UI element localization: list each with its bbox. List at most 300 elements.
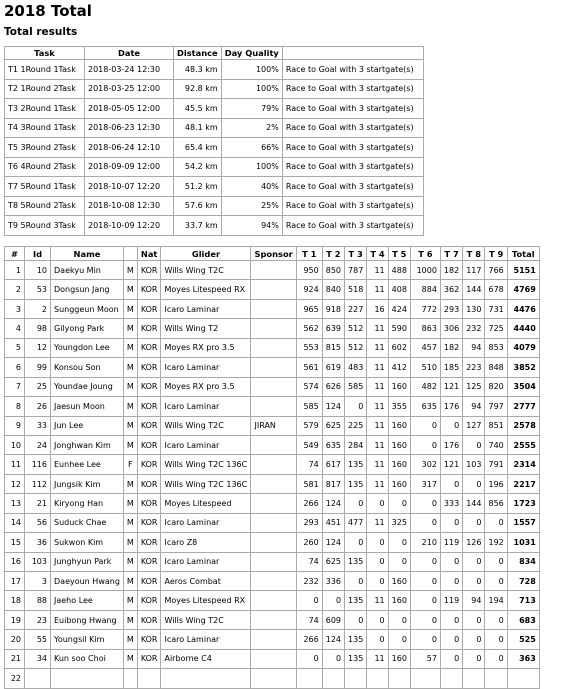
result-cell: 0 [440, 513, 462, 532]
result-cell [251, 397, 296, 416]
result-cell: 602 [388, 338, 410, 357]
result-cell: KOR [137, 610, 161, 629]
result-cell: 117 [463, 261, 485, 280]
result-cell: 1557 [507, 513, 539, 532]
result-cell: Moyes Litespeed RX [161, 280, 251, 299]
result-cell: 0 [296, 591, 322, 610]
result-cell: 4 [5, 319, 25, 338]
result-cell: M [123, 319, 137, 338]
task-cell: 92.8 km [174, 79, 222, 99]
result-cell: 0 [463, 649, 485, 668]
result-cell: 124 [322, 630, 344, 649]
result-cell: 787 [345, 261, 367, 280]
result-cell: 19 [5, 610, 25, 629]
result-cell: 561 [296, 358, 322, 377]
result-cell [251, 572, 296, 591]
result-cell: 227 [345, 299, 367, 318]
result-cell: Euibong Hwang [51, 610, 124, 629]
result-cell: 119 [440, 591, 462, 610]
result-cell: 518 [345, 280, 367, 299]
result-cell: 94 [463, 591, 485, 610]
result-cell: 14 [5, 513, 25, 532]
result-cell: 130 [463, 299, 485, 318]
result-cell: 791 [485, 455, 507, 474]
result-cell [251, 649, 296, 668]
task-cell: 2018-10-09 12:20 [85, 216, 174, 236]
table-row [5, 474, 540, 493]
results-header-cell: T 8 [463, 247, 485, 261]
result-cell [388, 669, 410, 688]
result-cell: 619 [322, 358, 344, 377]
tasks-header-cell: Distance [174, 47, 222, 60]
result-cell: 4476 [507, 299, 539, 318]
table-row [5, 455, 540, 474]
task-cell: 48.1 km [174, 118, 222, 138]
result-cell: 21 [5, 649, 25, 668]
result-cell: 232 [296, 572, 322, 591]
result-cell: 626 [322, 377, 344, 396]
task-cell: Race to Goal with 3 startgate(s) [282, 60, 423, 80]
result-cell: 135 [345, 591, 367, 610]
result-cell [137, 669, 161, 688]
result-cell: KOR [137, 533, 161, 552]
result-cell: 9 [5, 416, 25, 435]
table-row [5, 591, 540, 610]
result-cell: 11 [367, 649, 388, 668]
result-cell: 363 [507, 649, 539, 668]
task-cell: 2018-10-07 12:20 [85, 177, 174, 197]
result-cell: 306 [440, 319, 462, 338]
result-cell: M [123, 610, 137, 629]
result-cell [251, 435, 296, 454]
task-cell: 45.5 km [174, 99, 222, 119]
result-cell: Jun Lee [51, 416, 124, 435]
table-row [5, 630, 540, 649]
result-cell: 0 [440, 610, 462, 629]
table-row [5, 533, 540, 552]
result-cell: KOR [137, 591, 161, 610]
result-cell: Wills Wing T2C 136C [161, 455, 251, 474]
result-cell: 176 [440, 435, 462, 454]
result-cell: 562 [296, 319, 322, 338]
result-cell: KOR [137, 397, 161, 416]
result-cell [251, 610, 296, 629]
result-cell [251, 455, 296, 474]
result-cell: 333 [440, 494, 462, 513]
result-cell: 160 [388, 649, 410, 668]
result-cell: 11 [367, 416, 388, 435]
task-row [5, 60, 424, 80]
result-cell: 11 [367, 397, 388, 416]
task-cell: 100% [221, 79, 282, 99]
result-cell: Moyes RX pro 3.5 [161, 338, 251, 357]
result-cell: Kiryong Han [51, 494, 124, 513]
result-cell: 0 [410, 572, 440, 591]
task-cell: T9 5Round 3Task [5, 216, 85, 236]
result-cell: 6 [5, 358, 25, 377]
results-header-cell: T 9 [485, 247, 507, 261]
result-cell: 482 [410, 377, 440, 396]
result-cell: KOR [137, 494, 161, 513]
task-cell: 2018-06-24 12:10 [85, 138, 174, 158]
result-cell: 2 [25, 299, 51, 318]
result-cell [251, 552, 296, 571]
result-cell: 549 [296, 435, 322, 454]
results-header-cell: Glider [161, 247, 251, 261]
result-cell: 160 [388, 435, 410, 454]
task-cell: 2018-06-23 12:30 [85, 118, 174, 138]
result-cell: 124 [322, 397, 344, 416]
result-cell [485, 669, 507, 688]
task-cell: 65.4 km [174, 138, 222, 158]
result-cell: 194 [485, 591, 507, 610]
result-cell: 196 [485, 474, 507, 493]
result-cell: Konsou Son [51, 358, 124, 377]
result-cell: 0 [367, 533, 388, 552]
result-cell: KOR [137, 455, 161, 474]
result-cell: KOR [137, 649, 161, 668]
task-cell: 2018-03-25 12:00 [85, 79, 174, 99]
result-cell: 25 [25, 377, 51, 396]
result-cell: 477 [345, 513, 367, 532]
result-cell: 260 [296, 533, 322, 552]
result-cell [251, 474, 296, 493]
result-cell: 15 [5, 533, 25, 552]
result-cell: 0 [440, 416, 462, 435]
result-cell: 176 [440, 397, 462, 416]
result-cell: 797 [485, 397, 507, 416]
result-cell: 185 [440, 358, 462, 377]
task-row [5, 196, 424, 216]
result-cell: 317 [410, 474, 440, 493]
result-cell: 24 [25, 435, 51, 454]
results-header-cell [123, 247, 137, 261]
result-cell: Jaeho Lee [51, 591, 124, 610]
result-cell: 772 [410, 299, 440, 318]
result-cell: Wills Wing T2C [161, 261, 251, 280]
result-cell: Icaro Laminar [161, 435, 251, 454]
result-cell: M [123, 377, 137, 396]
result-cell: 0 [322, 649, 344, 668]
task-row [5, 138, 424, 158]
result-cell: 728 [507, 572, 539, 591]
result-cell: 11 [367, 435, 388, 454]
result-cell: M [123, 416, 137, 435]
table-row [5, 669, 540, 688]
result-cell: 11 [367, 261, 388, 280]
result-cell: 512 [345, 338, 367, 357]
table-row [5, 319, 540, 338]
result-cell: 424 [388, 299, 410, 318]
task-cell: 51.2 km [174, 177, 222, 197]
result-cell: 2777 [507, 397, 539, 416]
task-cell: Race to Goal with 3 startgate(s) [282, 177, 423, 197]
result-cell: 0 [367, 494, 388, 513]
tasks-table [4, 46, 424, 236]
result-cell: M [123, 261, 137, 280]
task-cell: 2018-03-24 12:30 [85, 60, 174, 80]
result-cell: 525 [507, 630, 539, 649]
result-cell: 683 [507, 610, 539, 629]
result-cell: 635 [410, 397, 440, 416]
result-cell: Icaro Laminar [161, 630, 251, 649]
result-cell: 965 [296, 299, 322, 318]
result-cell: 0 [485, 572, 507, 591]
result-cell: 325 [388, 513, 410, 532]
result-cell: 26 [25, 397, 51, 416]
result-cell: 0 [367, 610, 388, 629]
task-cell: Race to Goal with 3 startgate(s) [282, 157, 423, 177]
result-cell: 0 [410, 610, 440, 629]
result-cell: 232 [463, 319, 485, 338]
result-cell: 7 [5, 377, 25, 396]
table-row [5, 416, 540, 435]
task-cell: Race to Goal with 3 startgate(s) [282, 79, 423, 99]
result-cell: 884 [410, 280, 440, 299]
page-title: 2018 Total [4, 2, 92, 20]
task-cell: 79% [221, 99, 282, 119]
result-cell: 53 [25, 280, 51, 299]
result-cell: 853 [485, 338, 507, 357]
result-cell: 488 [388, 261, 410, 280]
result-cell: 639 [322, 319, 344, 338]
task-row [5, 99, 424, 119]
result-cell: 160 [388, 377, 410, 396]
result-cell: 284 [345, 435, 367, 454]
result-cell: 362 [440, 280, 462, 299]
result-cell: 160 [388, 474, 410, 493]
task-cell: T4 3Round 1Task [5, 118, 85, 138]
results-header-cell: # [5, 247, 25, 261]
result-cell: 0 [345, 610, 367, 629]
result-cell: 918 [322, 299, 344, 318]
result-cell: 0 [440, 649, 462, 668]
result-cell: Daekyu Min [51, 261, 124, 280]
result-cell: 851 [485, 416, 507, 435]
result-cell: 124 [322, 533, 344, 552]
result-cell: 16 [5, 552, 25, 571]
result-cell: Wills Wing T2 [161, 319, 251, 338]
result-cell: 713 [507, 591, 539, 610]
results-header-cell: T 6 [410, 247, 440, 261]
result-cell: 625 [322, 552, 344, 571]
result-cell: 0 [410, 591, 440, 610]
result-cell: 11 [5, 455, 25, 474]
result-cell [367, 669, 388, 688]
result-cell: 36 [25, 533, 51, 552]
result-cell: 856 [485, 494, 507, 513]
result-cell: 182 [440, 261, 462, 280]
result-cell: 74 [296, 455, 322, 474]
result-cell: 10 [25, 261, 51, 280]
result-cell: 119 [440, 533, 462, 552]
result-cell: 4769 [507, 280, 539, 299]
results-header-cell: Id [25, 247, 51, 261]
result-cell: 678 [485, 280, 507, 299]
result-cell: 850 [322, 261, 344, 280]
result-cell: KOR [137, 338, 161, 357]
result-cell: Youndae Joung [51, 377, 124, 396]
table-row [5, 513, 540, 532]
result-cell [251, 591, 296, 610]
result-cell: 121 [440, 455, 462, 474]
task-cell: Race to Goal with 3 startgate(s) [282, 196, 423, 216]
result-cell: Icaro Laminar [161, 513, 251, 532]
result-cell [251, 338, 296, 357]
result-cell: 817 [322, 474, 344, 493]
result-cell: 617 [322, 455, 344, 474]
task-cell: 2018-05-05 12:00 [85, 99, 174, 119]
results-header-cell: T 3 [345, 247, 367, 261]
result-cell: 585 [345, 377, 367, 396]
result-cell: 88 [25, 591, 51, 610]
result-cell [25, 669, 51, 688]
task-row [5, 177, 424, 197]
result-cell: 0 [485, 630, 507, 649]
table-row [5, 494, 540, 513]
result-cell: 5151 [507, 261, 539, 280]
result-cell: 510 [410, 358, 440, 377]
result-cell: 302 [410, 455, 440, 474]
task-cell: 100% [221, 60, 282, 80]
task-cell: T5 3Round 2Task [5, 138, 85, 158]
result-cell: KOR [137, 280, 161, 299]
result-cell: 0 [410, 435, 440, 454]
results-header-cell: T 7 [440, 247, 462, 261]
result-cell: 0 [463, 610, 485, 629]
result-cell: Wills Wing T2C 136C [161, 474, 251, 493]
result-cell: 135 [345, 552, 367, 571]
results-header-cell: Nat [137, 247, 161, 261]
task-row [5, 216, 424, 236]
task-cell: T7 5Round 1Task [5, 177, 85, 197]
result-cell: 55 [25, 630, 51, 649]
result-cell: 192 [485, 533, 507, 552]
result-cell: 0 [367, 572, 388, 591]
result-cell: Moyes Litespeed [161, 494, 251, 513]
result-cell: 4079 [507, 338, 539, 357]
task-cell: 48.3 km [174, 60, 222, 80]
result-cell: 355 [388, 397, 410, 416]
result-cell: 135 [345, 630, 367, 649]
result-cell: 590 [388, 319, 410, 338]
result-cell: 0 [463, 513, 485, 532]
table-row [5, 299, 540, 318]
result-cell: 2217 [507, 474, 539, 493]
result-cell [161, 669, 251, 688]
result-cell: 125 [463, 377, 485, 396]
result-cell: Suduck Chae [51, 513, 124, 532]
result-cell: 74 [296, 552, 322, 571]
result-cell: M [123, 358, 137, 377]
result-cell [251, 280, 296, 299]
result-cell: M [123, 435, 137, 454]
result-cell: 820 [485, 377, 507, 396]
result-cell: 3 [25, 572, 51, 591]
result-cell: 21 [25, 494, 51, 513]
table-row [5, 552, 540, 571]
result-cell [51, 669, 124, 688]
result-cell: 766 [485, 261, 507, 280]
result-cell [251, 377, 296, 396]
result-cell: 22 [5, 669, 25, 688]
result-cell: 8 [5, 397, 25, 416]
result-cell: 0 [410, 513, 440, 532]
result-cell: 635 [322, 435, 344, 454]
result-cell: 11 [367, 513, 388, 532]
tasks-header-cell: Day Quality [221, 47, 282, 60]
results-header-cell: T 1 [296, 247, 322, 261]
result-cell: 0 [410, 416, 440, 435]
result-cell: 0 [388, 552, 410, 571]
result-cell: Junghyun Park [51, 552, 124, 571]
result-cell: Icaro Laminar [161, 552, 251, 571]
result-cell: 3852 [507, 358, 539, 377]
result-cell: 3504 [507, 377, 539, 396]
result-cell: 579 [296, 416, 322, 435]
result-cell: Jungsik Kim [51, 474, 124, 493]
result-cell: Sunggeun Moon [51, 299, 124, 318]
result-cell: Wills Wing T2C [161, 416, 251, 435]
table-row [5, 649, 540, 668]
result-cell: 160 [388, 572, 410, 591]
result-cell: M [123, 280, 137, 299]
result-cell: KOR [137, 261, 161, 280]
result-cell: KOR [137, 299, 161, 318]
table-row [5, 377, 540, 396]
task-cell: 2018-10-08 12:30 [85, 196, 174, 216]
result-cell: 863 [410, 319, 440, 338]
result-cell: 223 [463, 358, 485, 377]
result-cell: 11 [367, 474, 388, 493]
result-cell [251, 630, 296, 649]
result-cell [322, 669, 344, 688]
result-cell: 0 [440, 572, 462, 591]
result-cell: 0 [345, 397, 367, 416]
result-cell: Kun soo Choi [51, 649, 124, 668]
result-cell: 0 [485, 610, 507, 629]
result-cell [296, 669, 322, 688]
result-cell: Sukwon Kim [51, 533, 124, 552]
result-cell: 17 [5, 572, 25, 591]
results-header-cell: T 4 [367, 247, 388, 261]
result-cell: 116 [25, 455, 51, 474]
tasks-header-row [5, 47, 424, 60]
result-cell: 12 [25, 338, 51, 357]
result-cell: 144 [463, 494, 485, 513]
result-cell: KOR [137, 630, 161, 649]
result-cell: 144 [463, 280, 485, 299]
result-cell: 848 [485, 358, 507, 377]
task-cell: Race to Goal with 3 startgate(s) [282, 99, 423, 119]
result-cell [345, 669, 367, 688]
result-cell: KOR [137, 358, 161, 377]
task-cell: Race to Goal with 3 startgate(s) [282, 138, 423, 158]
result-cell: 10 [5, 435, 25, 454]
result-cell: Moyes RX pro 3.5 [161, 377, 251, 396]
result-cell: 103 [463, 455, 485, 474]
task-cell: 2018-09-09 12:00 [85, 157, 174, 177]
result-cell: 5 [5, 338, 25, 357]
result-cell: 210 [410, 533, 440, 552]
result-cell: 483 [345, 358, 367, 377]
result-cell: 1000 [410, 261, 440, 280]
result-cell [251, 513, 296, 532]
result-cell: 135 [345, 455, 367, 474]
result-cell: M [123, 397, 137, 416]
results-header-cell: T 5 [388, 247, 410, 261]
result-cell: Dongsun Jang [51, 280, 124, 299]
